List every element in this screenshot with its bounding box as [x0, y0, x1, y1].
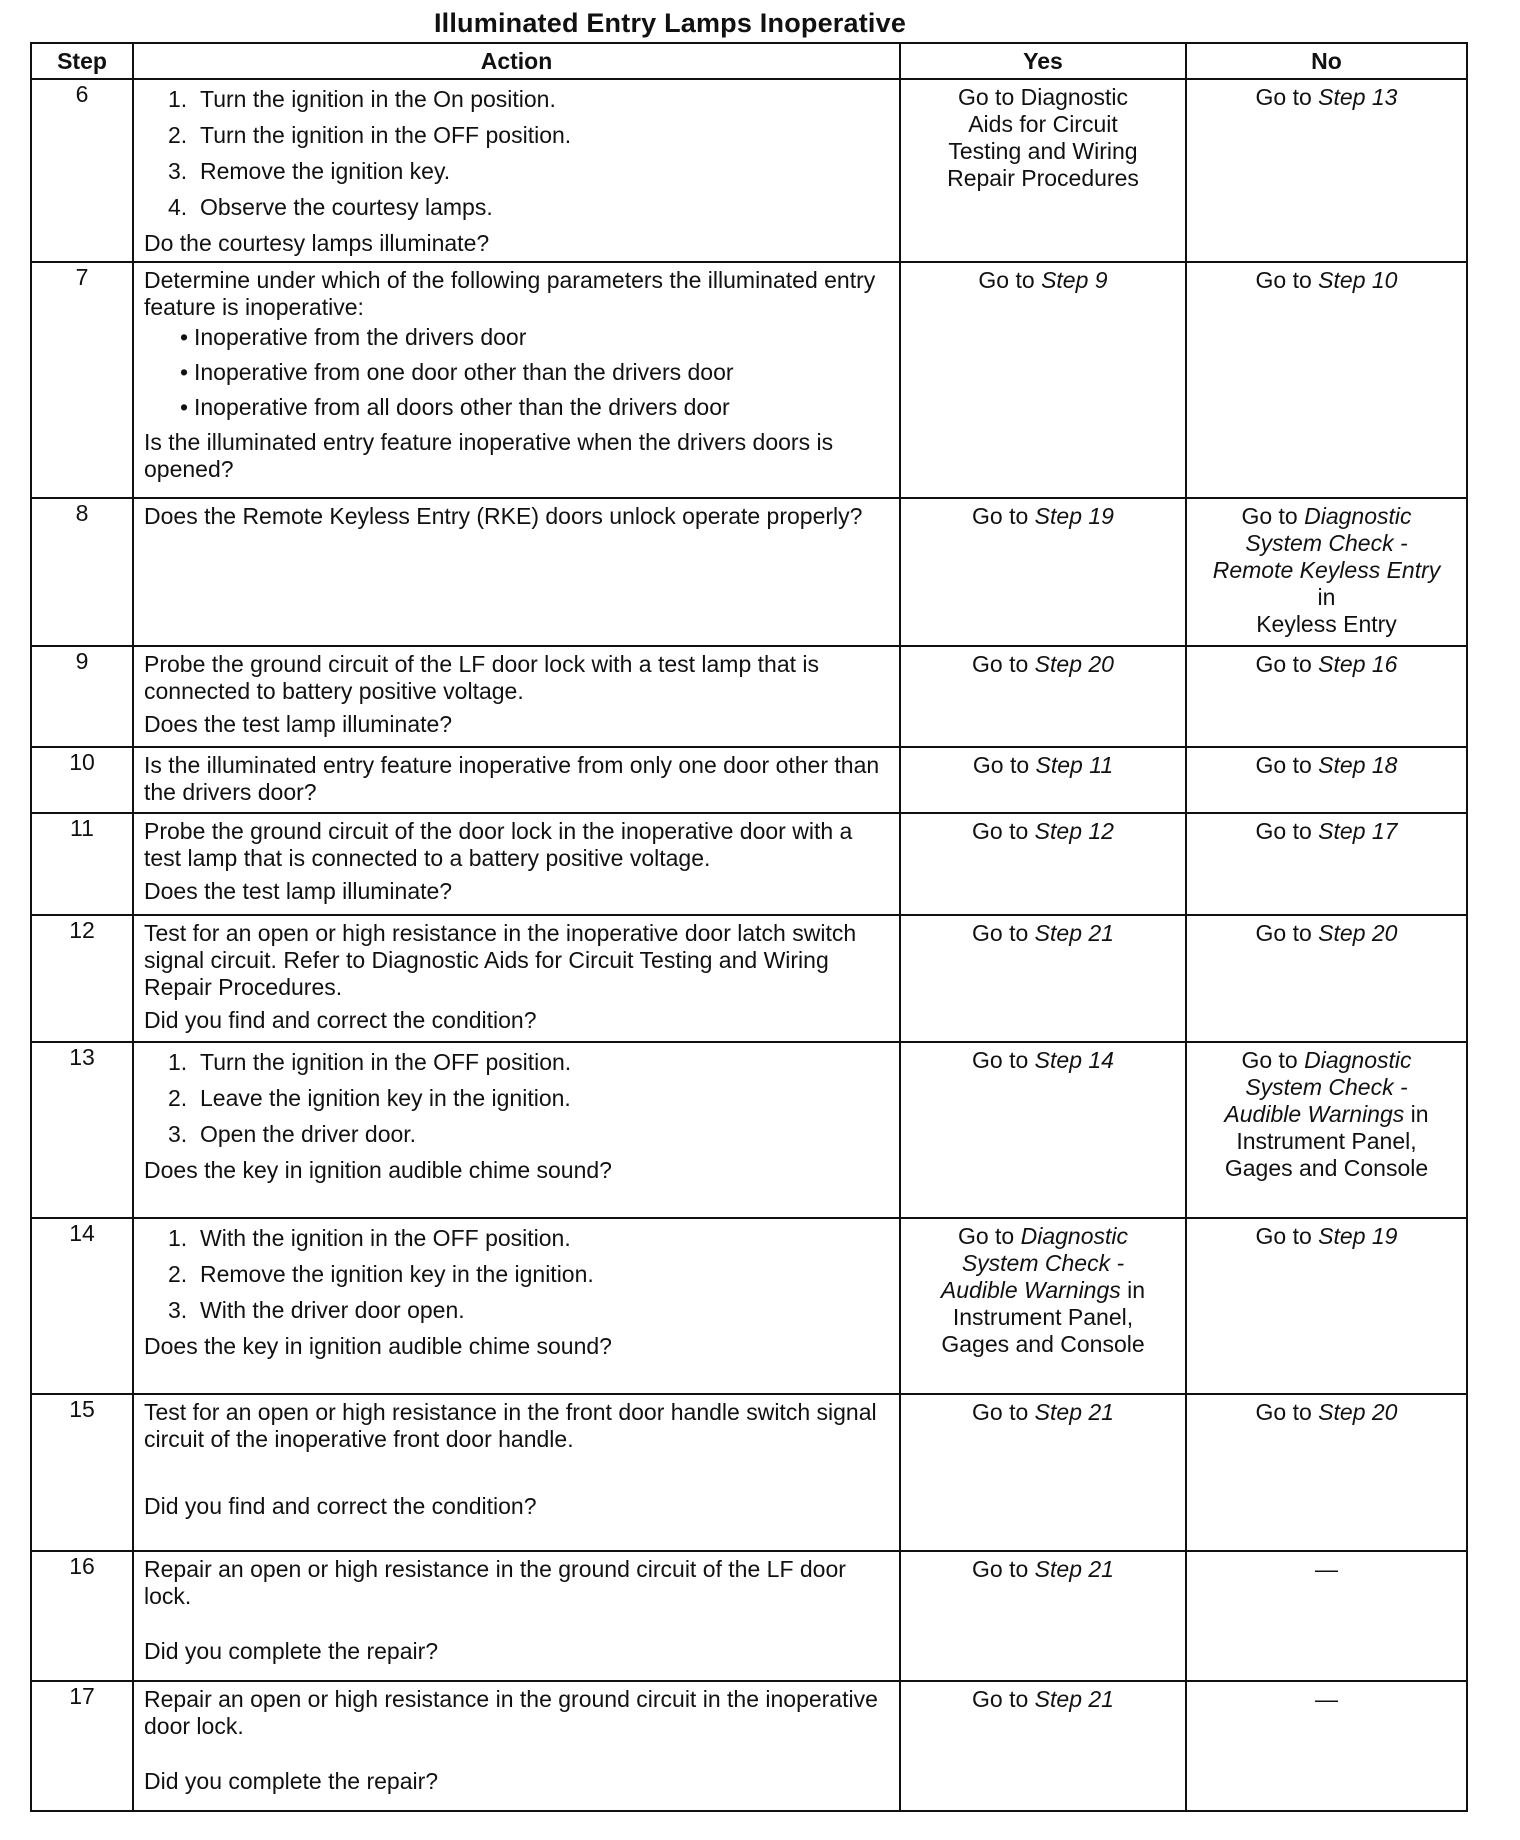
yes-cell: Go to Diagnostic Aids for Circuit Testing and Wiring Repair Procedures — [900, 79, 1186, 262]
action-item: 1. Turn the ignition in the OFF position. — [168, 1049, 572, 1075]
action-question: Is the illuminated entry feature inoperative from only one door other than the drivers door? — [144, 752, 880, 805]
step-link: Step 17 — [1318, 818, 1398, 844]
diagnostic-table — [30, 42, 1468, 1812]
step-number: 9 — [31, 646, 133, 747]
step-link: Step 11 — [1035, 752, 1114, 778]
step-number: 16 — [31, 1551, 133, 1681]
header-no: No — [1186, 43, 1467, 79]
header-step: Step — [31, 43, 133, 79]
action-item: 3. Open the driver door. — [168, 1121, 417, 1147]
action-bullet: • Inoperative from one door other than the drivers door — [180, 359, 734, 385]
action-question: Did you find and correct the condition? — [144, 1007, 537, 1033]
step-link: Step 21 — [1034, 1399, 1114, 1425]
action-cell: Probe the ground circuit of the door lock in the inoperative door with a test lamp that is connected to a battery positive voltage. Does the test lamp illuminate? — [133, 813, 900, 915]
yes-cell: Go to Step 19 — [900, 498, 1186, 646]
step-link: Step 20 — [1318, 1399, 1398, 1425]
action-question: Do the courtesy lamps illuminate? — [144, 230, 490, 256]
table-row — [31, 1394, 1467, 1551]
action-cell — [133, 1218, 900, 1394]
step-link: Step 10 — [1318, 267, 1398, 293]
action-question: Did you complete the repair? — [144, 1768, 439, 1794]
action-question: Did you complete the repair? — [144, 1638, 439, 1664]
step-link: Step 16 — [1318, 651, 1398, 677]
step-link: Step 20 — [1318, 920, 1398, 946]
table-row — [31, 79, 1467, 262]
action-cell: Test for an open or high resistance in the inoperative door latch switch signal circuit. Refer to Diagnostic Aids for Circuit Testing and Wiring Repair Procedures. Did you find and correct the condition? — [133, 915, 900, 1042]
no-cell: Go to Diagnostic System Check - Audible Warnings in Instrument Panel, Gages and Console — [1186, 1042, 1467, 1218]
yes-cell: Go to Step 21 — [900, 1394, 1186, 1551]
table-header-row — [31, 43, 1467, 79]
no-answer-dash: — — [1315, 1686, 1338, 1712]
step-number: 14 — [31, 1218, 133, 1394]
step-link: Step 18 — [1318, 752, 1398, 778]
action-cell — [133, 747, 900, 813]
action-item: 2. Leave the ignition key in the ignition. — [168, 1085, 571, 1111]
action-item: 1. Turn the ignition in the On position. — [168, 86, 556, 112]
step-number: 6 — [31, 79, 133, 262]
yes-cell: Go to Diagnostic System Check - Audible Warnings in Instrument Panel, Gages and Console — [900, 1218, 1186, 1394]
action-item: 4. Observe the courtesy lamps. — [168, 194, 493, 220]
yes-cell: Go to Step 21 — [900, 1551, 1186, 1681]
action-question: Does the key in ignition audible chime sound? — [144, 1157, 612, 1183]
no-cell: Go to Diagnostic System Check - Remote Keyless Entry in Keyless Entry — [1186, 498, 1467, 646]
table-row — [31, 1681, 1467, 1811]
step-number: 7 — [31, 262, 133, 498]
action-cell: Test for an open or high resistance in the front door handle switch signal circuit of the inoperative front door handle. Did you find and correct the condition? — [133, 1394, 900, 1551]
action-item: 2. Turn the ignition in the OFF position. — [168, 122, 572, 148]
no-cell: Go to Step 18 — [1186, 747, 1467, 813]
action-item: 3. With the driver door open. — [168, 1297, 465, 1323]
step-link: Step 12 — [1034, 818, 1114, 844]
action-bullet: • Inoperative from the drivers door — [180, 324, 527, 350]
step-number: 11 — [31, 813, 133, 915]
step-number: 10 — [31, 747, 133, 813]
yes-cell: Go to Step 14 — [900, 1042, 1186, 1218]
table-row — [31, 1551, 1467, 1681]
step-link: Step 19 — [1034, 503, 1114, 529]
no-cell: Go to Step 16 — [1186, 646, 1467, 747]
step-link: Step 21 — [1034, 920, 1114, 946]
yes-cell: Go to Step 21 — [900, 1681, 1186, 1811]
action-question: Does the test lamp illuminate? — [144, 711, 453, 737]
no-cell: Go to Step 19 — [1186, 1218, 1467, 1394]
no-answer-dash: — — [1315, 1556, 1338, 1582]
page-title: Illuminated Entry Lamps Inoperative — [433, 8, 907, 38]
step-number: 13 — [31, 1042, 133, 1218]
action-question: Does the test lamp illuminate? — [144, 878, 453, 904]
action-item: 2. Remove the ignition key in the ignition. — [168, 1261, 594, 1287]
action-cell: Determine under which of the following parameters the illuminated entry feature is inoperative: • Inoperative from the drivers door • Inoperative from one door other than the drivers door • Inoperative from all doors other than the drivers door Is the illuminated entry feature inoperative when the drivers doors is opened? — [133, 262, 900, 498]
table-row — [31, 498, 1467, 646]
header-yes: Yes — [900, 43, 1186, 79]
step-number: 12 — [31, 915, 133, 1042]
step-link: Step 14 — [1034, 1047, 1114, 1073]
table-row — [31, 262, 1467, 498]
no-cell — [1186, 1681, 1467, 1811]
step-number: 8 — [31, 498, 133, 646]
step-number: 15 — [31, 1394, 133, 1551]
no-cell — [1186, 1551, 1467, 1681]
action-question: Did you find and correct the condition? — [144, 1493, 537, 1519]
yes-cell: Go to Step 9 — [900, 262, 1186, 498]
step-link: Step 21 — [1034, 1556, 1114, 1582]
step-link: Step 21 — [1034, 1686, 1114, 1712]
action-question: Is the illuminated entry feature inoperative when the drivers doors is opened? — [144, 429, 834, 482]
action-bullet: • Inoperative from all doors other than the drivers door — [180, 394, 730, 420]
table-row — [31, 747, 1467, 813]
yes-cell: Go to Step 12 — [900, 813, 1186, 915]
action-cell: Repair an open or high resistance in the ground circuit in the inoperative door lock. Did you complete the repair? — [133, 1681, 900, 1811]
step-number: 17 — [31, 1681, 133, 1811]
table-row — [31, 646, 1467, 747]
action-item: 3. Remove the ignition key. — [168, 158, 451, 184]
action-question: Does the Remote Keyless Entry (RKE) doors unlock operate properly? — [144, 503, 863, 529]
action-cell — [133, 79, 900, 262]
table-row — [31, 915, 1467, 1042]
step-link: Step 20 — [1034, 651, 1114, 677]
action-item: 1. With the ignition in the OFF position. — [168, 1225, 571, 1251]
table-row — [31, 813, 1467, 915]
action-cell: Repair an open or high resistance in the ground circuit of the LF door lock. Did you complete the repair? — [133, 1551, 900, 1681]
action-cell — [133, 1042, 900, 1218]
yes-cell: Go to Step 11 — [900, 747, 1186, 813]
no-cell: Go to Step 13 — [1186, 79, 1467, 262]
table-row — [31, 1218, 1467, 1394]
no-cell: Go to Step 20 — [1186, 915, 1467, 1042]
step-link: Step 9 — [1041, 267, 1108, 293]
action-question: Does the key in ignition audible chime sound? — [144, 1333, 612, 1359]
step-link: Step 19 — [1318, 1223, 1398, 1249]
yes-cell: Go to Step 21 — [900, 915, 1186, 1042]
step-link: Step 13 — [1318, 84, 1398, 110]
yes-cell: Go to Step 20 — [900, 646, 1186, 747]
no-cell: Go to Step 10 — [1186, 262, 1467, 498]
action-cell — [133, 498, 900, 646]
table-row — [31, 1042, 1467, 1218]
action-cell: Probe the ground circuit of the LF door lock with a test lamp that is connected to battery positive voltage. Does the test lamp illuminate? — [133, 646, 900, 747]
no-cell: Go to Step 20 — [1186, 1394, 1467, 1551]
header-action: Action — [133, 43, 900, 79]
no-cell: Go to Step 17 — [1186, 813, 1467, 915]
